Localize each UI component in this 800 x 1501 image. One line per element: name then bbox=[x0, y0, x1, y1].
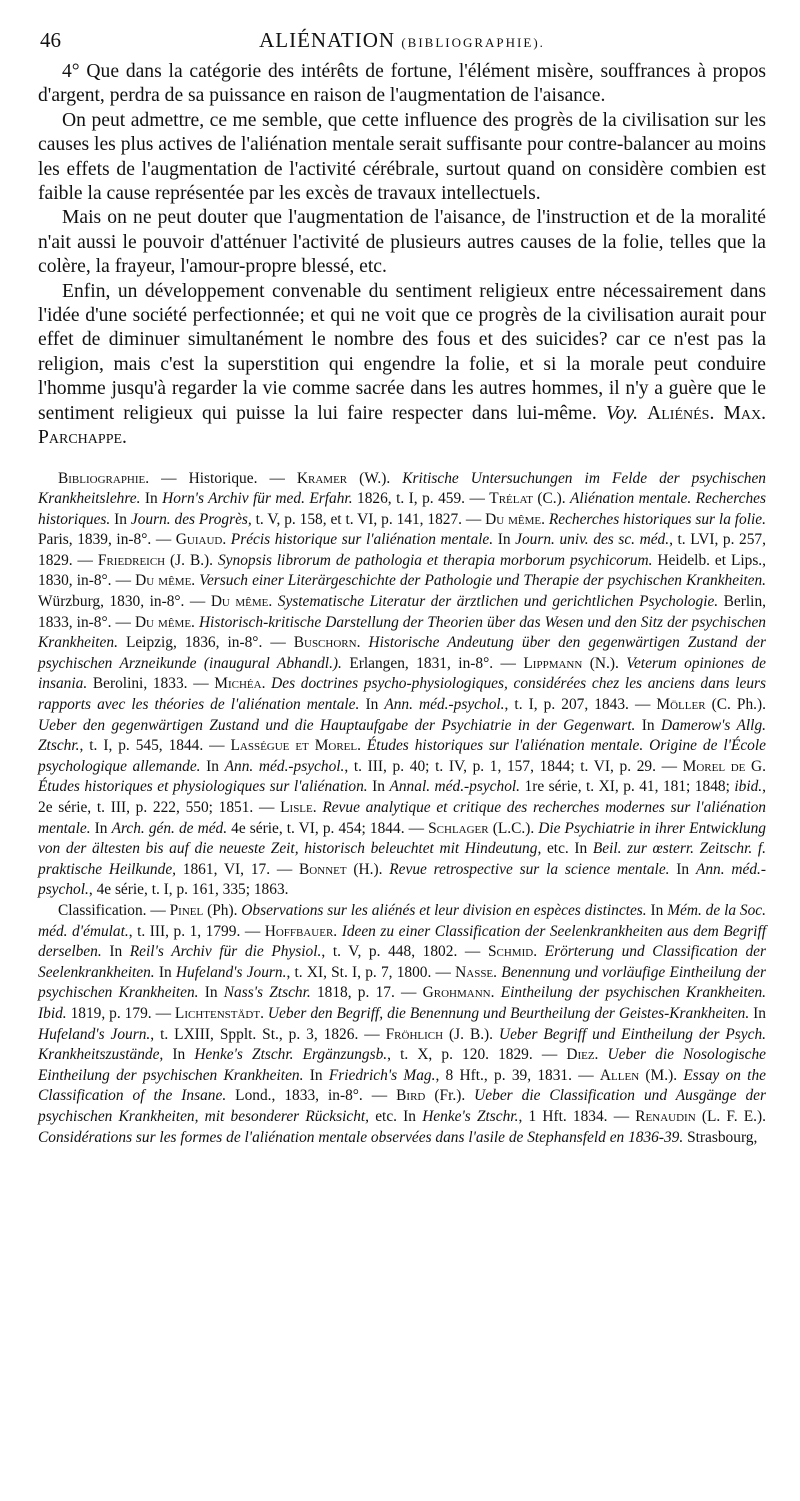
biblio-title: Ann. méd.-psychol. bbox=[224, 757, 345, 775]
biblio-text: In bbox=[90, 819, 112, 837]
bibliography-historique bbox=[38, 469, 766, 901]
biblio-text: In bbox=[359, 696, 385, 714]
biblio-title: Kritische Untersuchungen im Felde der psychischen Krankheitslehre. bbox=[38, 469, 766, 508]
biblio-text: , 8 Hft., p. 39, 1831. — bbox=[435, 1066, 600, 1084]
biblio-title: Recherches historiques sur la folie. bbox=[548, 510, 766, 528]
page-number: 46 bbox=[40, 28, 61, 52]
biblio-text: Leipzig, 1836, in-8°. — bbox=[117, 634, 294, 652]
biblio-title: Nass's Ztschr. bbox=[223, 984, 311, 1002]
biblio-author: Schmid. bbox=[487, 943, 538, 961]
biblio-text: , 1 Hft. 1834. — bbox=[518, 1107, 636, 1125]
biblio-text: 1826, t. I, p. 459. — bbox=[352, 490, 490, 508]
biblio-title: Arch. gén. de méd. bbox=[111, 819, 228, 837]
biblio-title: Mém. de la Soc. méd. d'émulat. bbox=[38, 901, 766, 940]
biblio-text: , t. I, p. 207, 1843. — bbox=[504, 696, 657, 714]
biblio-title: Précis historique sur l'aliénation mentale. bbox=[230, 531, 494, 549]
biblio-author: Lippmann bbox=[523, 654, 583, 672]
biblio-text: In bbox=[367, 778, 390, 796]
biblio-text: 1re série, t. XI, p. 41, 181; 1848; bbox=[520, 778, 735, 796]
see-also-link: Aliénés. bbox=[647, 402, 715, 424]
running-header bbox=[38, 22, 766, 60]
biblio-text: (Ph). bbox=[203, 901, 242, 919]
biblio-author: Trélat bbox=[489, 490, 533, 508]
biblio-text: , 4e série, t. I, p. 161, 335; 1863. bbox=[88, 881, 289, 899]
biblio-author: Bonnet bbox=[299, 860, 347, 878]
biblio-title: Historische Andeutung über den gegenwärtigen Zustand der psychischen Arzneikunde (inaugural Abhandl.). bbox=[38, 634, 766, 672]
biblio-title: Ueber den Begriff, die Benennung und Beurtheilung der Geistes-Krankheiten. bbox=[267, 1004, 750, 1022]
biblio-text: Berolini, 1833. — bbox=[87, 675, 215, 693]
paragraph-fortune: 4° Que dans la catégorie des intérêts de fortune, l'élément misère, souffrances à propos d'argent, perdra de sa puissance en raison de l'augmentation de l'aisance. bbox=[38, 61, 766, 107]
biblio-title: Ideen zu einer Classification der Seelenkrankheiten aus dem Begriff derselben. bbox=[38, 922, 766, 961]
biblio-text bbox=[537, 943, 545, 960]
biblio-author: Lasségue et Morel. bbox=[230, 737, 361, 755]
biblio-title: Reil's Archiv für die Physiol. bbox=[129, 943, 322, 961]
biblio-text: In bbox=[635, 716, 661, 734]
author-signature: Max. Parchappe. bbox=[38, 402, 766, 449]
biblio-title: Historisch-kritische Darstellung der Theorien über das Wesen und den Sitz der psychischen Krankheiten. bbox=[38, 613, 766, 652]
biblio-text: , t. X, p. 120. 1829. — bbox=[387, 1046, 567, 1064]
biblio-author: Lichtenstädt. bbox=[174, 1004, 264, 1022]
biblio-author: Fröhlich bbox=[385, 1025, 444, 1043]
biblio-text: (L.C.). bbox=[488, 819, 539, 837]
biblio-author: Friedreich bbox=[97, 551, 166, 569]
biblio-author: Diez. bbox=[566, 1046, 599, 1064]
biblio-author: Du même. bbox=[210, 593, 273, 611]
biblio-text: In bbox=[198, 984, 224, 1002]
biblio-title: Systematische Literatur der ärztlichen und gerichtlichen Psychologie. bbox=[277, 593, 719, 611]
biblio-title: Versuch einer Literärgeschichte der Pathologie und Therapie der psychischen Krankheiten. bbox=[199, 572, 767, 590]
biblio-title: Friedrich's Mag. bbox=[328, 1066, 436, 1084]
biblio-text: 1818, p. 17. — bbox=[310, 984, 423, 1002]
running-title bbox=[38, 28, 766, 53]
biblio-title: Henke's Ztschr. Ergänzungsb. bbox=[194, 1046, 388, 1064]
biblio-title: Hufeland's Journ. bbox=[175, 963, 287, 981]
paragraph-civilisation: On peut admettre, ce me semble, que cette influence des progrès de la civilisation sur les causes les plus actives de l'aliénation mentale serait suffisante pour contre-balancer au moins les effets de l'augmentation de l'activité cérébrale, surtout quand on considère combien est faible la cause représentée par les excès de travaux intellectuels. bbox=[38, 109, 766, 205]
biblio-title: Ueber den gegenwärtigen Zustand und die Hauptaufgabe der Psychiatrie in der Gegenwart. bbox=[38, 716, 636, 734]
biblio-text: t. LVI, p. 257, 1829. — bbox=[38, 531, 766, 569]
biblio-text: Strasbourg, bbox=[683, 1128, 758, 1146]
biblio-heading: Classification. — bbox=[58, 901, 170, 919]
main-text bbox=[38, 60, 766, 451]
biblio-title: Ann. méd.-psychol. bbox=[384, 696, 505, 714]
biblio-text: In bbox=[669, 860, 696, 878]
paragraph-aisance: Mais on ne peut douter que l'augmentation de l'aisance, de l'instruction et de la moralité n'ait aussi le pouvoir d'atténuer l'activité de plusieurs autres causes de la folie, telles que la colère, la frayeur, l'amour-propre blessé, etc. bbox=[38, 207, 766, 278]
biblio-title: Considérations sur les formes de l'aliénation mentale observées dans l'asile de Stephansfeld en 1836-39. bbox=[38, 1128, 684, 1146]
biblio-title: Benennung und vorläufige Eintheilung der psychischen Krankheiten. bbox=[38, 963, 766, 1002]
biblio-text: 4e série, t. VI, p. 454; 1844. — bbox=[227, 819, 429, 837]
biblio-text: (C. Ph.). bbox=[705, 696, 766, 714]
biblio-text: , t. V, p. 448, 1802. — bbox=[321, 943, 488, 961]
paragraph-religion-text: Enfin, un développement convenable du sentiment religieux entre nécessairement dans l'idée d'une société perfectionnée; et qui ne voit que ce progrès de la civilisation aurait pour effet de diminuer simultanément le nombre des fous et des suicides? car ce n'est pas la religion, mais c'est la superstition qui engendre la folie, et si la morale peut conduire l'homme jusqu'à regarder la vie comme sacrée dans les autres hommes, il n'y a guère que le sentiment religieux qui puisse la lui faire respecter dans lui-même. bbox=[38, 280, 766, 424]
biblio-text: In bbox=[749, 1004, 766, 1022]
biblio-author: Morel de G. bbox=[682, 757, 766, 775]
biblio-author: Möller bbox=[656, 696, 706, 714]
biblio-text: , t. III, p. 40; t. IV, p. 1, 157, 1844; t. VI, p. 29. — bbox=[344, 757, 683, 775]
bibliography-classification bbox=[38, 901, 766, 1148]
biblio-text bbox=[598, 1046, 607, 1063]
biblio-text: Würzburg, 1830, in-8°. — bbox=[38, 593, 211, 611]
biblio-text: , t. LXIII, Spplt. St., p. 3, 1826. — bbox=[150, 1025, 386, 1043]
biblio-text: In bbox=[493, 531, 516, 549]
biblio-title: Die Psychiatrie in ihrer Entwicklung von der ältesten bis auf die neueste Zeit, historisch beleuchtet mit Hindeutung, bbox=[38, 819, 767, 858]
biblio-title: Ueber die Classification und Ausgänge der psychischen Krankheiten, mit besonderer Rücksicht, bbox=[38, 1087, 766, 1125]
biblio-title: Études historiques et physiologiques sur l'aliénation. bbox=[38, 778, 368, 796]
biblio-text: (Fr.). bbox=[425, 1087, 475, 1105]
biblio-title: Beil. zur œsterr. Zeitschr. f. praktische Heilkunde, bbox=[38, 840, 767, 878]
biblio-text: In bbox=[303, 1066, 329, 1084]
biblio-text: , t. XI, St. I, p. 7, 1800. — bbox=[286, 963, 456, 981]
biblio-title: Journ. des Progrès, bbox=[130, 510, 252, 528]
biblio-author: Renaudin bbox=[635, 1107, 696, 1125]
biblio-text: Erlangen, 1831, in-8°. — bbox=[341, 654, 524, 672]
biblio-author: Schlager bbox=[428, 819, 489, 837]
running-title-main: ALIÉNATION bbox=[259, 28, 396, 52]
biblio-title: Horn's Archiv für med. Erfahr. bbox=[162, 490, 353, 508]
biblio-title: Études historiques sur l'aliénation mentale. Origine de l'École psychologique allemande. bbox=[38, 737, 766, 775]
biblio-text: In bbox=[101, 943, 130, 961]
biblio-author: Grohmann. bbox=[422, 984, 495, 1002]
biblio-text: t. V, p. 158, et t. VI, p. 141, 1827. — bbox=[251, 510, 486, 528]
biblio-author: Hoffbauer. bbox=[264, 922, 338, 940]
biblio-title: ibid. bbox=[734, 778, 763, 796]
biblio-title: Revue retrospective sur la science mentale. bbox=[389, 860, 670, 878]
biblio-text: (H.). bbox=[346, 860, 390, 878]
biblio-author: Du même. bbox=[135, 572, 196, 590]
bibliography bbox=[38, 469, 766, 1149]
biblio-text: 1819, p. 179. — bbox=[66, 1004, 175, 1022]
biblio-author: Pinel bbox=[169, 901, 204, 919]
biblio-title: Essay on the Classification of the Insane. bbox=[38, 1066, 766, 1105]
biblio-title: Revue analytique et critique des recherches modernes sur l'aliénation mentale. bbox=[38, 799, 767, 837]
biblio-title: Ibid. bbox=[38, 1004, 67, 1022]
biblio-text: In bbox=[163, 1046, 195, 1064]
biblio-text: , t. I, p. 545, 1844. — bbox=[79, 737, 231, 755]
biblio-text: , t. III, p. 1, 1799. — bbox=[128, 922, 265, 940]
biblio-text: (W.). bbox=[347, 469, 403, 487]
biblio-author: Michéa. bbox=[214, 675, 266, 693]
biblio-title: Veterum opiniones de insania. bbox=[38, 654, 766, 693]
biblio-author: Lisle. bbox=[280, 799, 317, 816]
biblio-text: 1861, VI, 17. — bbox=[176, 860, 300, 878]
biblio-text: — Historique. — bbox=[149, 469, 297, 487]
biblio-text: (C.). bbox=[532, 490, 571, 508]
biblio-title: Aliénation mentale. Recherches historiques. bbox=[38, 490, 766, 528]
biblio-title: Erörterung und Classification der Seelenkrankheiten. bbox=[38, 943, 766, 981]
biblio-text: etc. In bbox=[541, 840, 593, 858]
biblio-title: Henke's Ztschr. bbox=[422, 1107, 519, 1125]
biblio-text: In bbox=[140, 490, 163, 508]
biblio-title: Ueber die Nosologische Eintheilung der psychischen Krankheiten. bbox=[38, 1046, 766, 1084]
biblio-author: Guiaud. bbox=[175, 531, 227, 549]
biblio-text: , 2e série, t. III, p. 222, 550; 1851. — bbox=[38, 778, 766, 816]
biblio-text: In bbox=[200, 757, 225, 775]
biblio-text: (L. F. E.). bbox=[695, 1107, 766, 1125]
biblio-text: In bbox=[110, 510, 131, 528]
biblio-author: Bird bbox=[396, 1087, 426, 1105]
running-title-sub: (BIBLIOGRAPHIE). bbox=[401, 35, 545, 50]
biblio-author: Du même. bbox=[134, 613, 195, 631]
biblio-title: Observations sur les aliénés et leur division en espèces distinctes. bbox=[241, 901, 647, 919]
biblio-text: In bbox=[154, 963, 176, 981]
biblio-author: Buschorn. bbox=[293, 634, 361, 652]
biblio-text: (M.). bbox=[639, 1066, 684, 1084]
biblio-title: Ann. méd.-psychol. bbox=[38, 860, 766, 899]
biblio-text: etc. In bbox=[369, 1107, 423, 1125]
biblio-title: Des doctrines psycho-physiologiques, considérées chez les anciens dans leurs rapports avec les théories de l'aliénation mentale. bbox=[38, 675, 766, 714]
biblio-title: Hufeland's Journ. bbox=[38, 1025, 151, 1043]
see-also-label: Voy. bbox=[605, 402, 639, 424]
biblio-title: Journ. univ. des sc. méd., bbox=[515, 531, 673, 549]
biblio-text: (J. B.). bbox=[165, 551, 218, 569]
biblio-text: (J. B.). bbox=[443, 1025, 499, 1043]
biblio-title: Ueber Begriff und Eintheilung der Psych. Krankheitszustände, bbox=[38, 1025, 766, 1064]
biblio-title: Eintheilung der psychischen Krankheiten. bbox=[500, 984, 766, 1002]
biblio-author: Allen bbox=[599, 1066, 640, 1084]
biblio-text: Paris, 1839, in-8°. — bbox=[38, 531, 176, 549]
biblio-text: Lond., 1833, in-8°. — bbox=[226, 1087, 397, 1105]
biblio-author: Du même. bbox=[485, 510, 545, 528]
biblio-title: Annal. méd.-psychol. bbox=[389, 778, 521, 796]
biblio-text: In bbox=[646, 901, 668, 919]
biblio-text: Heidelb. et Lips., 1830, in-8°. — bbox=[38, 551, 767, 590]
biblio-title: Damerow's Allg. Ztschr. bbox=[38, 716, 766, 755]
biblio-author: Nasse. bbox=[455, 963, 498, 981]
biblio-author: Kramer bbox=[296, 469, 348, 487]
biblio-heading: Bibliographie. bbox=[58, 469, 150, 487]
biblio-title: Synopsis librorum de pathologia et therapia morborum psychicorum. bbox=[217, 551, 653, 569]
biblio-text: (N.). bbox=[582, 654, 627, 672]
paragraph-religion bbox=[38, 280, 766, 451]
biblio-text: Berlin, 1833, in-8°. — bbox=[38, 593, 766, 631]
